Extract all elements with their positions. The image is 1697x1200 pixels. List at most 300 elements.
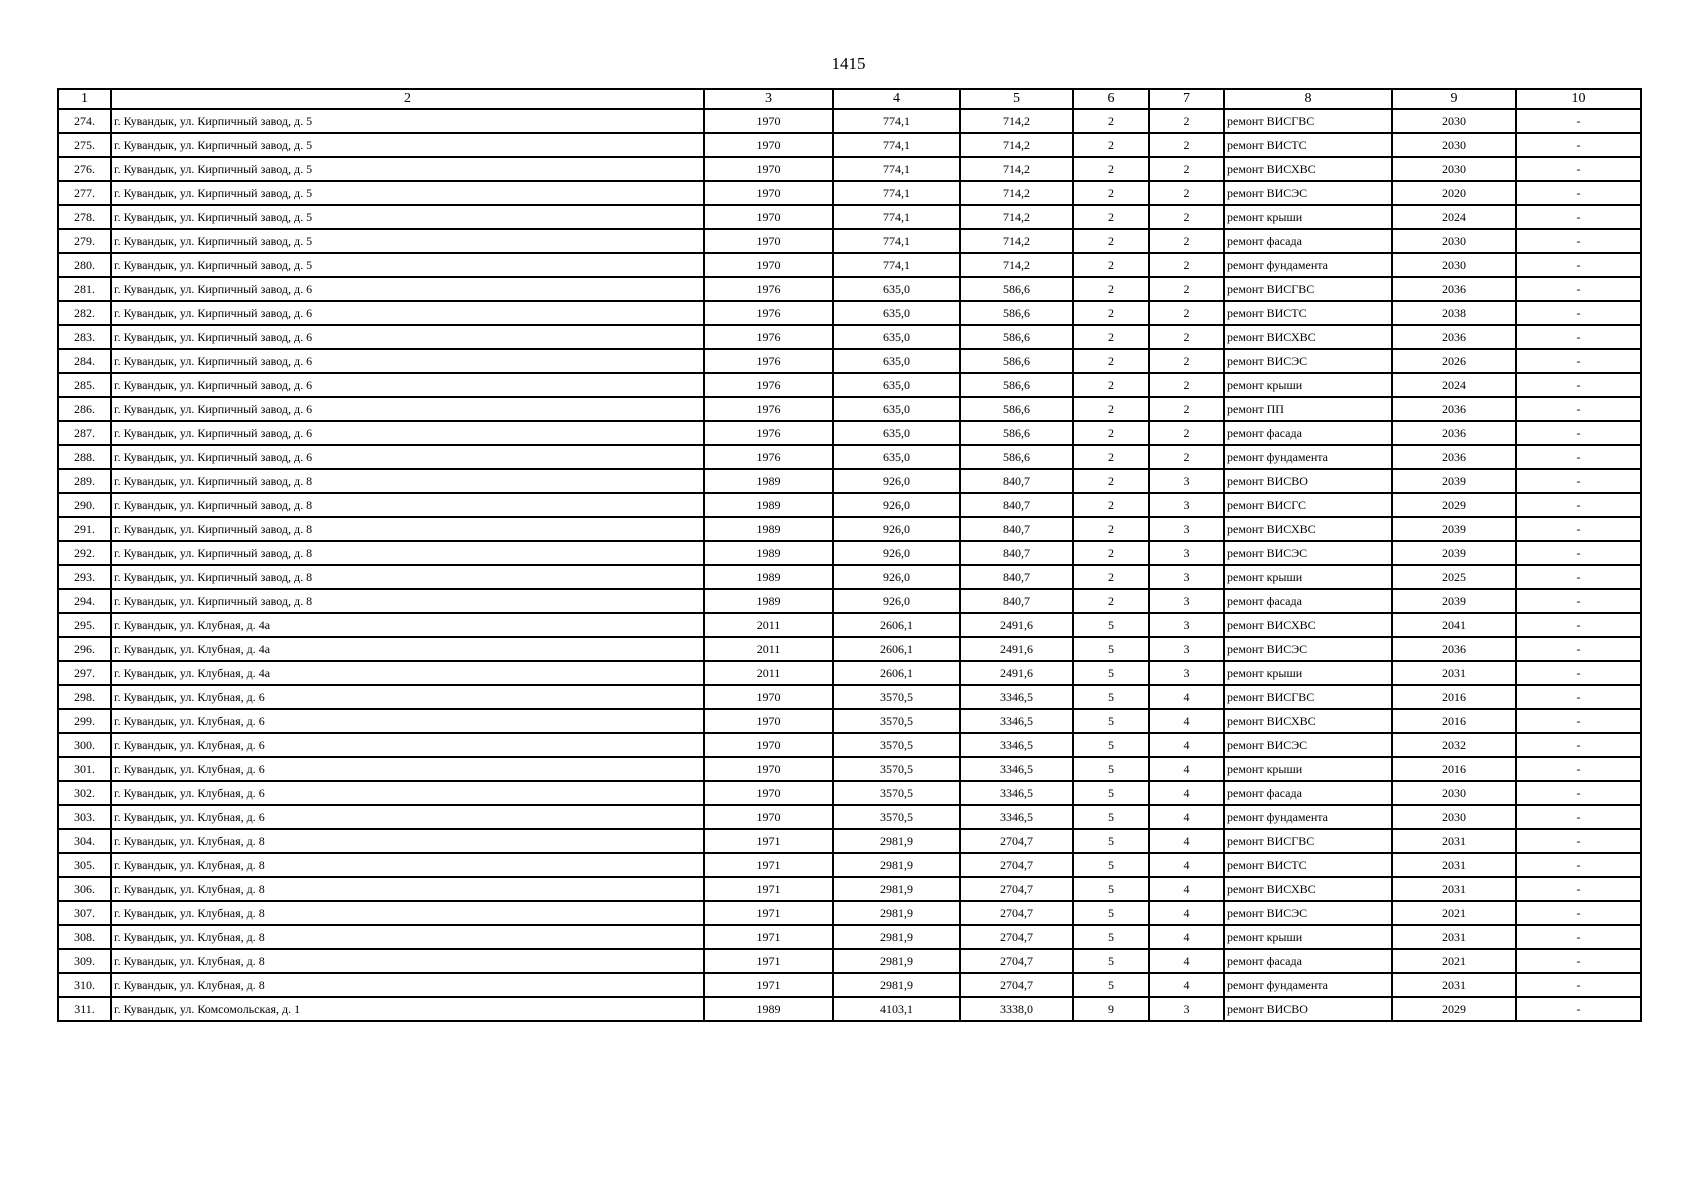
cell-living-area: 714,2	[960, 109, 1073, 133]
cell-note: -	[1516, 853, 1641, 877]
cell-entrances: 2	[1149, 157, 1224, 181]
cell-note: -	[1516, 181, 1641, 205]
column-header: 2	[111, 89, 704, 109]
cell-living-area: 2704,7	[960, 829, 1073, 853]
cell-note: -	[1516, 109, 1641, 133]
cell-floors: 5	[1073, 925, 1149, 949]
cell-build-year: 1976	[704, 397, 833, 421]
cell-year: 2016	[1392, 709, 1516, 733]
column-header: 7	[1149, 89, 1224, 109]
cell-entrances: 2	[1149, 277, 1224, 301]
cell-total-area: 774,1	[833, 181, 960, 205]
cell-entrances: 2	[1149, 301, 1224, 325]
column-header: 3	[704, 89, 833, 109]
cell-work-type: ремонт крыши	[1224, 757, 1392, 781]
cell-floors: 2	[1073, 493, 1149, 517]
cell-build-year: 1971	[704, 829, 833, 853]
cell-total-area: 3570,5	[833, 709, 960, 733]
repair-schedule-table	[57, 88, 1642, 1022]
cell-floors: 5	[1073, 709, 1149, 733]
cell-row-number: 287.	[58, 421, 111, 445]
cell-living-area: 3346,5	[960, 781, 1073, 805]
cell-entrances: 4	[1149, 973, 1224, 997]
cell-row-number: 277.	[58, 181, 111, 205]
cell-year: 2029	[1392, 493, 1516, 517]
table-row	[58, 469, 1641, 493]
cell-living-area: 3338,0	[960, 997, 1073, 1021]
cell-living-area: 840,7	[960, 469, 1073, 493]
cell-address: г. Кувандык, ул. Клубная, д. 4а	[111, 661, 704, 685]
cell-address: г. Кувандык, ул. Кирпичный завод, д. 6	[111, 421, 704, 445]
cell-address: г. Кувандык, ул. Клубная, д. 6	[111, 757, 704, 781]
cell-floors: 2	[1073, 349, 1149, 373]
cell-note: -	[1516, 565, 1641, 589]
cell-row-number: 290.	[58, 493, 111, 517]
cell-note: -	[1516, 541, 1641, 565]
cell-floors: 9	[1073, 997, 1149, 1021]
cell-note: -	[1516, 997, 1641, 1021]
cell-address: г. Кувандык, ул. Кирпичный завод, д. 6	[111, 373, 704, 397]
cell-note: -	[1516, 877, 1641, 901]
cell-row-number: 309.	[58, 949, 111, 973]
table-row	[58, 109, 1641, 133]
cell-year: 2016	[1392, 685, 1516, 709]
cell-floors: 2	[1073, 469, 1149, 493]
cell-year: 2039	[1392, 469, 1516, 493]
cell-build-year: 1970	[704, 253, 833, 277]
cell-work-type: ремонт ВИСГВС	[1224, 685, 1392, 709]
column-header: 1	[58, 89, 111, 109]
cell-row-number: 283.	[58, 325, 111, 349]
cell-work-type: ремонт ВИСГВС	[1224, 277, 1392, 301]
cell-total-area: 2981,9	[833, 949, 960, 973]
cell-row-number: 300.	[58, 733, 111, 757]
cell-address: г. Кувандык, ул. Кирпичный завод, д. 5	[111, 133, 704, 157]
cell-build-year: 1989	[704, 589, 833, 613]
table-row	[58, 733, 1641, 757]
cell-note: -	[1516, 637, 1641, 661]
cell-floors: 2	[1073, 277, 1149, 301]
page-number: 1415	[831, 54, 866, 73]
cell-build-year: 1970	[704, 133, 833, 157]
cell-row-number: 293.	[58, 565, 111, 589]
cell-address: г. Кувандык, ул. Клубная, д. 6	[111, 685, 704, 709]
cell-living-area: 840,7	[960, 589, 1073, 613]
cell-work-type: ремонт ВИСГВС	[1224, 829, 1392, 853]
cell-build-year: 1976	[704, 421, 833, 445]
cell-floors: 5	[1073, 805, 1149, 829]
cell-build-year: 1989	[704, 517, 833, 541]
cell-row-number: 284.	[58, 349, 111, 373]
cell-build-year: 1989	[704, 469, 833, 493]
cell-build-year: 1971	[704, 949, 833, 973]
cell-row-number: 291.	[58, 517, 111, 541]
table-row	[58, 493, 1641, 517]
cell-address: г. Кувандык, ул. Клубная, д. 6	[111, 805, 704, 829]
cell-build-year: 1970	[704, 685, 833, 709]
cell-living-area: 840,7	[960, 493, 1073, 517]
table-row	[58, 133, 1641, 157]
cell-year: 2031	[1392, 925, 1516, 949]
cell-living-area: 840,7	[960, 565, 1073, 589]
cell-year: 2020	[1392, 181, 1516, 205]
cell-year: 2031	[1392, 853, 1516, 877]
cell-address: г. Кувандык, ул. Кирпичный завод, д. 5	[111, 205, 704, 229]
cell-work-type: ремонт фундамента	[1224, 805, 1392, 829]
cell-floors: 5	[1073, 685, 1149, 709]
cell-row-number: 296.	[58, 637, 111, 661]
cell-work-type: ремонт фундамента	[1224, 445, 1392, 469]
cell-floors: 2	[1073, 133, 1149, 157]
cell-floors: 2	[1073, 421, 1149, 445]
table-row	[58, 973, 1641, 997]
cell-build-year: 1970	[704, 757, 833, 781]
cell-living-area: 3346,5	[960, 757, 1073, 781]
cell-note: -	[1516, 973, 1641, 997]
cell-address: г. Кувандык, ул. Кирпичный завод, д. 5	[111, 229, 704, 253]
cell-total-area: 635,0	[833, 397, 960, 421]
cell-total-area: 2606,1	[833, 661, 960, 685]
cell-total-area: 926,0	[833, 469, 960, 493]
cell-build-year: 1989	[704, 541, 833, 565]
cell-floors: 5	[1073, 757, 1149, 781]
cell-row-number: 280.	[58, 253, 111, 277]
cell-entrances: 3	[1149, 565, 1224, 589]
table-row	[58, 637, 1641, 661]
cell-note: -	[1516, 253, 1641, 277]
cell-address: г. Кувандык, ул. Клубная, д. 6	[111, 733, 704, 757]
table-row	[58, 925, 1641, 949]
cell-address: г. Кувандык, ул. Кирпичный завод, д. 8	[111, 589, 704, 613]
cell-entrances: 2	[1149, 133, 1224, 157]
cell-build-year: 1989	[704, 565, 833, 589]
cell-row-number: 302.	[58, 781, 111, 805]
cell-row-number: 294.	[58, 589, 111, 613]
cell-year: 2030	[1392, 781, 1516, 805]
cell-note: -	[1516, 925, 1641, 949]
cell-floors: 2	[1073, 397, 1149, 421]
cell-living-area: 2704,7	[960, 853, 1073, 877]
cell-work-type: ремонт ВИСЭС	[1224, 349, 1392, 373]
table-body	[58, 109, 1641, 1021]
cell-row-number: 298.	[58, 685, 111, 709]
cell-note: -	[1516, 469, 1641, 493]
cell-build-year: 1970	[704, 733, 833, 757]
cell-row-number: 281.	[58, 277, 111, 301]
cell-address: г. Кувандык, ул. Кирпичный завод, д. 5	[111, 181, 704, 205]
cell-address: г. Кувандык, ул. Кирпичный завод, д. 8	[111, 517, 704, 541]
table-row	[58, 205, 1641, 229]
cell-build-year: 1976	[704, 277, 833, 301]
cell-note: -	[1516, 589, 1641, 613]
cell-note: -	[1516, 325, 1641, 349]
cell-living-area: 840,7	[960, 541, 1073, 565]
cell-row-number: 299.	[58, 709, 111, 733]
cell-entrances: 4	[1149, 709, 1224, 733]
cell-work-type: ремонт ВИСЭС	[1224, 541, 1392, 565]
column-header: 8	[1224, 89, 1392, 109]
cell-entrances: 2	[1149, 349, 1224, 373]
cell-living-area: 2704,7	[960, 877, 1073, 901]
cell-year: 2036	[1392, 397, 1516, 421]
cell-address: г. Кувандык, ул. Кирпичный завод, д. 8	[111, 565, 704, 589]
cell-entrances: 3	[1149, 661, 1224, 685]
cell-work-type: ремонт крыши	[1224, 565, 1392, 589]
cell-note: -	[1516, 157, 1641, 181]
cell-year: 2038	[1392, 301, 1516, 325]
cell-entrances: 4	[1149, 805, 1224, 829]
cell-address: г. Кувандык, ул. Клубная, д. 8	[111, 925, 704, 949]
table-row	[58, 757, 1641, 781]
cell-address: г. Кувандык, ул. Клубная, д. 8	[111, 853, 704, 877]
cell-year: 2030	[1392, 109, 1516, 133]
table-row	[58, 613, 1641, 637]
cell-work-type: ремонт ВИСЭС	[1224, 181, 1392, 205]
cell-note: -	[1516, 829, 1641, 853]
table-row	[58, 253, 1641, 277]
cell-floors: 2	[1073, 253, 1149, 277]
cell-floors: 2	[1073, 109, 1149, 133]
cell-address: г. Кувандык, ул. Клубная, д. 8	[111, 949, 704, 973]
cell-floors: 5	[1073, 853, 1149, 877]
cell-work-type: ремонт ВИСЭС	[1224, 637, 1392, 661]
cell-build-year: 1976	[704, 373, 833, 397]
cell-year: 2029	[1392, 997, 1516, 1021]
cell-floors: 2	[1073, 229, 1149, 253]
cell-living-area: 586,6	[960, 445, 1073, 469]
cell-note: -	[1516, 205, 1641, 229]
cell-floors: 2	[1073, 541, 1149, 565]
cell-work-type: ремонт ВИСГС	[1224, 493, 1392, 517]
cell-floors: 5	[1073, 637, 1149, 661]
cell-entrances: 2	[1149, 181, 1224, 205]
cell-address: г. Кувандык, ул. Кирпичный завод, д. 8	[111, 469, 704, 493]
cell-work-type: ремонт крыши	[1224, 925, 1392, 949]
cell-year: 2021	[1392, 901, 1516, 925]
cell-row-number: 301.	[58, 757, 111, 781]
cell-entrances: 3	[1149, 589, 1224, 613]
cell-entrances: 2	[1149, 253, 1224, 277]
table-row	[58, 445, 1641, 469]
cell-floors: 2	[1073, 157, 1149, 181]
cell-total-area: 926,0	[833, 565, 960, 589]
table-row	[58, 397, 1641, 421]
cell-build-year: 1976	[704, 349, 833, 373]
cell-address: г. Кувандык, ул. Клубная, д. 8	[111, 901, 704, 925]
cell-living-area: 586,6	[960, 277, 1073, 301]
table-row	[58, 373, 1641, 397]
cell-floors: 2	[1073, 517, 1149, 541]
cell-entrances: 4	[1149, 877, 1224, 901]
cell-build-year: 1970	[704, 229, 833, 253]
cell-row-number: 278.	[58, 205, 111, 229]
cell-work-type: ремонт ВИСТС	[1224, 133, 1392, 157]
cell-note: -	[1516, 349, 1641, 373]
cell-year: 2039	[1392, 541, 1516, 565]
cell-row-number: 276.	[58, 157, 111, 181]
cell-row-number: 297.	[58, 661, 111, 685]
cell-total-area: 2606,1	[833, 613, 960, 637]
cell-note: -	[1516, 805, 1641, 829]
cell-total-area: 3570,5	[833, 757, 960, 781]
cell-total-area: 774,1	[833, 109, 960, 133]
cell-total-area: 774,1	[833, 205, 960, 229]
cell-living-area: 2704,7	[960, 973, 1073, 997]
cell-work-type: ремонт ВИСГВС	[1224, 109, 1392, 133]
cell-address: г. Кувандык, ул. Комсомольская, д. 1	[111, 997, 704, 1021]
cell-year: 2030	[1392, 805, 1516, 829]
table-row	[58, 829, 1641, 853]
table-row	[58, 157, 1641, 181]
cell-year: 2030	[1392, 133, 1516, 157]
cell-entrances: 2	[1149, 325, 1224, 349]
cell-year: 2025	[1392, 565, 1516, 589]
cell-address: г. Кувандык, ул. Клубная, д. 8	[111, 877, 704, 901]
cell-row-number: 282.	[58, 301, 111, 325]
cell-living-area: 714,2	[960, 133, 1073, 157]
cell-entrances: 3	[1149, 517, 1224, 541]
cell-row-number: 308.	[58, 925, 111, 949]
cell-year: 2016	[1392, 757, 1516, 781]
cell-floors: 2	[1073, 301, 1149, 325]
cell-floors: 2	[1073, 325, 1149, 349]
cell-entrances: 4	[1149, 925, 1224, 949]
cell-note: -	[1516, 781, 1641, 805]
cell-living-area: 586,6	[960, 301, 1073, 325]
cell-living-area: 2491,6	[960, 661, 1073, 685]
cell-row-number: 305.	[58, 853, 111, 877]
cell-total-area: 635,0	[833, 277, 960, 301]
cell-build-year: 1976	[704, 301, 833, 325]
cell-note: -	[1516, 685, 1641, 709]
cell-address: г. Кувандык, ул. Кирпичный завод, д. 6	[111, 301, 704, 325]
cell-entrances: 3	[1149, 493, 1224, 517]
cell-build-year: 2011	[704, 637, 833, 661]
cell-row-number: 306.	[58, 877, 111, 901]
cell-note: -	[1516, 517, 1641, 541]
cell-year: 2030	[1392, 253, 1516, 277]
table-row	[58, 709, 1641, 733]
cell-note: -	[1516, 421, 1641, 445]
cell-year: 2021	[1392, 949, 1516, 973]
cell-entrances: 3	[1149, 997, 1224, 1021]
cell-note: -	[1516, 709, 1641, 733]
cell-floors: 5	[1073, 949, 1149, 973]
table-row	[58, 901, 1641, 925]
cell-total-area: 2981,9	[833, 877, 960, 901]
cell-build-year: 1970	[704, 109, 833, 133]
cell-entrances: 2	[1149, 229, 1224, 253]
cell-build-year: 1971	[704, 853, 833, 877]
cell-work-type: ремонт фундамента	[1224, 973, 1392, 997]
cell-entrances: 2	[1149, 373, 1224, 397]
cell-note: -	[1516, 229, 1641, 253]
cell-note: -	[1516, 949, 1641, 973]
table-row	[58, 997, 1641, 1021]
cell-note: -	[1516, 301, 1641, 325]
cell-entrances: 4	[1149, 829, 1224, 853]
table-row	[58, 325, 1641, 349]
cell-living-area: 714,2	[960, 205, 1073, 229]
cell-total-area: 2981,9	[833, 853, 960, 877]
cell-floors: 2	[1073, 205, 1149, 229]
cell-living-area: 586,6	[960, 325, 1073, 349]
cell-entrances: 4	[1149, 853, 1224, 877]
cell-entrances: 4	[1149, 949, 1224, 973]
cell-total-area: 635,0	[833, 421, 960, 445]
table-row	[58, 781, 1641, 805]
cell-living-area: 2491,6	[960, 637, 1073, 661]
cell-work-type: ремонт ВИСВО	[1224, 469, 1392, 493]
cell-work-type: ремонт фасада	[1224, 421, 1392, 445]
table-row	[58, 949, 1641, 973]
cell-floors: 5	[1073, 829, 1149, 853]
cell-note: -	[1516, 493, 1641, 517]
cell-address: г. Кувандык, ул. Кирпичный завод, д. 5	[111, 253, 704, 277]
cell-row-number: 275.	[58, 133, 111, 157]
cell-year: 2030	[1392, 157, 1516, 181]
cell-living-area: 3346,5	[960, 709, 1073, 733]
cell-work-type: ремонт фасада	[1224, 229, 1392, 253]
cell-address: г. Кувандык, ул. Клубная, д. 8	[111, 973, 704, 997]
cell-entrances: 2	[1149, 421, 1224, 445]
cell-build-year: 1970	[704, 781, 833, 805]
cell-total-area: 2981,9	[833, 829, 960, 853]
cell-build-year: 1970	[704, 181, 833, 205]
column-header: 6	[1073, 89, 1149, 109]
cell-living-area: 586,6	[960, 421, 1073, 445]
cell-build-year: 1989	[704, 997, 833, 1021]
cell-work-type: ремонт ВИСХВС	[1224, 709, 1392, 733]
cell-year: 2031	[1392, 973, 1516, 997]
cell-living-area: 2704,7	[960, 949, 1073, 973]
table-row	[58, 589, 1641, 613]
cell-floors: 5	[1073, 973, 1149, 997]
cell-build-year: 1970	[704, 205, 833, 229]
cell-entrances: 2	[1149, 397, 1224, 421]
cell-row-number: 292.	[58, 541, 111, 565]
cell-entrances: 3	[1149, 541, 1224, 565]
cell-total-area: 635,0	[833, 301, 960, 325]
table-row	[58, 541, 1641, 565]
cell-work-type: ремонт ВИСХВС	[1224, 517, 1392, 541]
cell-build-year: 1970	[704, 157, 833, 181]
cell-address: г. Кувандык, ул. Клубная, д. 6	[111, 709, 704, 733]
cell-work-type: ремонт ПП	[1224, 397, 1392, 421]
cell-note: -	[1516, 373, 1641, 397]
cell-note: -	[1516, 661, 1641, 685]
cell-address: г. Кувандык, ул. Клубная, д. 6	[111, 781, 704, 805]
cell-note: -	[1516, 901, 1641, 925]
cell-entrances: 3	[1149, 637, 1224, 661]
cell-note: -	[1516, 613, 1641, 637]
cell-floors: 5	[1073, 733, 1149, 757]
cell-address: г. Кувандык, ул. Клубная, д. 8	[111, 829, 704, 853]
cell-address: г. Кувандык, ул. Клубная, д. 4а	[111, 613, 704, 637]
cell-total-area: 3570,5	[833, 781, 960, 805]
cell-total-area: 774,1	[833, 253, 960, 277]
cell-row-number: 274.	[58, 109, 111, 133]
cell-build-year: 1989	[704, 493, 833, 517]
cell-entrances: 2	[1149, 109, 1224, 133]
cell-entrances: 4	[1149, 733, 1224, 757]
cell-floors: 2	[1073, 589, 1149, 613]
cell-year: 2031	[1392, 877, 1516, 901]
cell-living-area: 2704,7	[960, 901, 1073, 925]
table-row	[58, 349, 1641, 373]
cell-address: г. Кувандык, ул. Кирпичный завод, д. 6	[111, 325, 704, 349]
cell-address: г. Кувандык, ул. Кирпичный завод, д. 8	[111, 541, 704, 565]
